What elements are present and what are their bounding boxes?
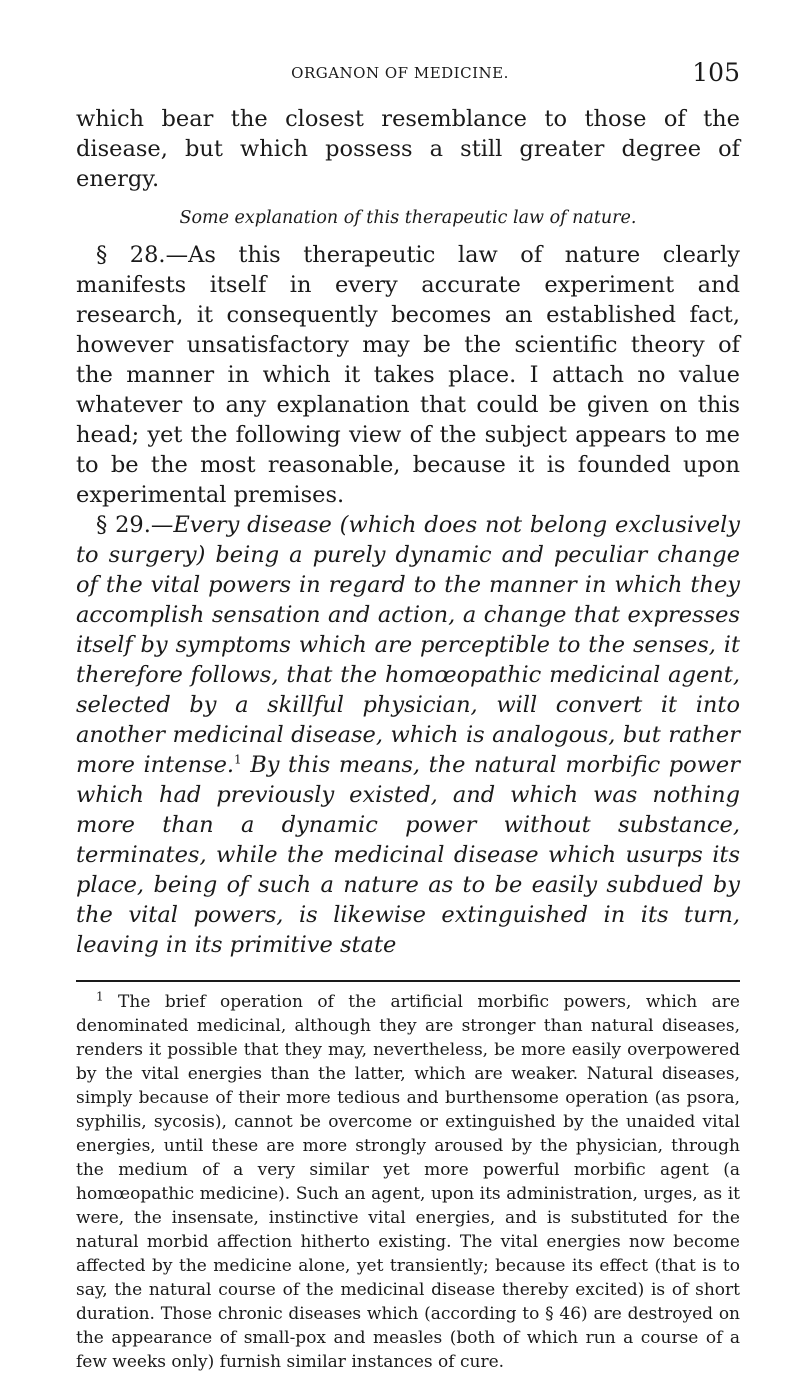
paragraph-29-italic-a: Every disease (which does not belong exclusively to surgery) being a purely dynamic and peculiar change of the vital powers in regard to the manner in which they accomplish sensation and action, a change that expresses itself by symptoms which are perceptible to the senses, it therefore follows, that the homœopathic medicinal agent, selected by a skillful physician, will convert it into another medicinal disease, which is analogous, but rather more intense.	[76, 512, 740, 778]
paragraph-28: § 28.—As this therapeutic law of nature clearly manifests itself in every accurate experiment and research, it consequently becomes an established fact, however unsatisfactory may be the scientific theory of the manner in which it takes place. I attach no value whatever to any explanation that could be given on this head; yet the following view of the subject appears to me to be the most reasonable, because it is founded upon experimental premises.	[76, 242, 740, 508]
footnote-marker: 1	[96, 989, 104, 1004]
paragraph-29	[76, 510, 740, 960]
footnote-reference[interactable]: 1	[234, 752, 242, 767]
section-heading: Some explanation of this therapeutic law of nature.	[179, 208, 637, 228]
footnote-text: The brief operation of the artificial morbific powers, which are denominated medicinal, although they are stronger than natural diseases, renders it possible that they may, nevertheless, be more easily overpowered by the vital energies than the latter, which are weaker. Natural diseases, simply because of their more tedious and burthensome operation (as psora, syphilis, sycosis), cannot be overcome or extinguished by the unaided vital energies, until these are more strongly aroused by the physician, through the medium of a very similar yet more powerful morbific agent (a homœopathic medicine). Such an agent, upon its administration, urges, as it were, the insensate, instinctive vital energies, and is substituted for the natural morbid affection hitherto existing. The vital energies now become affected by the medicine alone, yet transiently; because its effect (that is to say, the natural course of the medicinal disease thereby excited) is of short duration. Those chronic diseases which (according to § 46) are destroyed on the appearance of small-pox and measles (both of which run a course of a few weeks only) furnish similar instances of cure.	[76, 992, 740, 1372]
paragraph-29-lead: § 29.—	[96, 512, 174, 538]
continuation-paragraph: which bear the closest resemblance to those of the disease, but which possess a still greater degree of energy.	[76, 106, 740, 192]
running-head	[0, 60, 800, 90]
footnote-divider	[76, 980, 740, 982]
paragraph-29-italic-b: By this means, the natural morbific power which had previously existed, and which was nothing more than a dynamic power without substance, terminates, while the medicinal disease which usurps its place, being of such a nature as to be easily subdued by the vital powers, is likewise extinguished in its turn, leaving in its primitive state	[76, 752, 740, 958]
footnote	[76, 990, 740, 1374]
running-title: ORGANON OF MEDICINE.	[291, 64, 509, 82]
page-number: 105	[692, 58, 740, 87]
